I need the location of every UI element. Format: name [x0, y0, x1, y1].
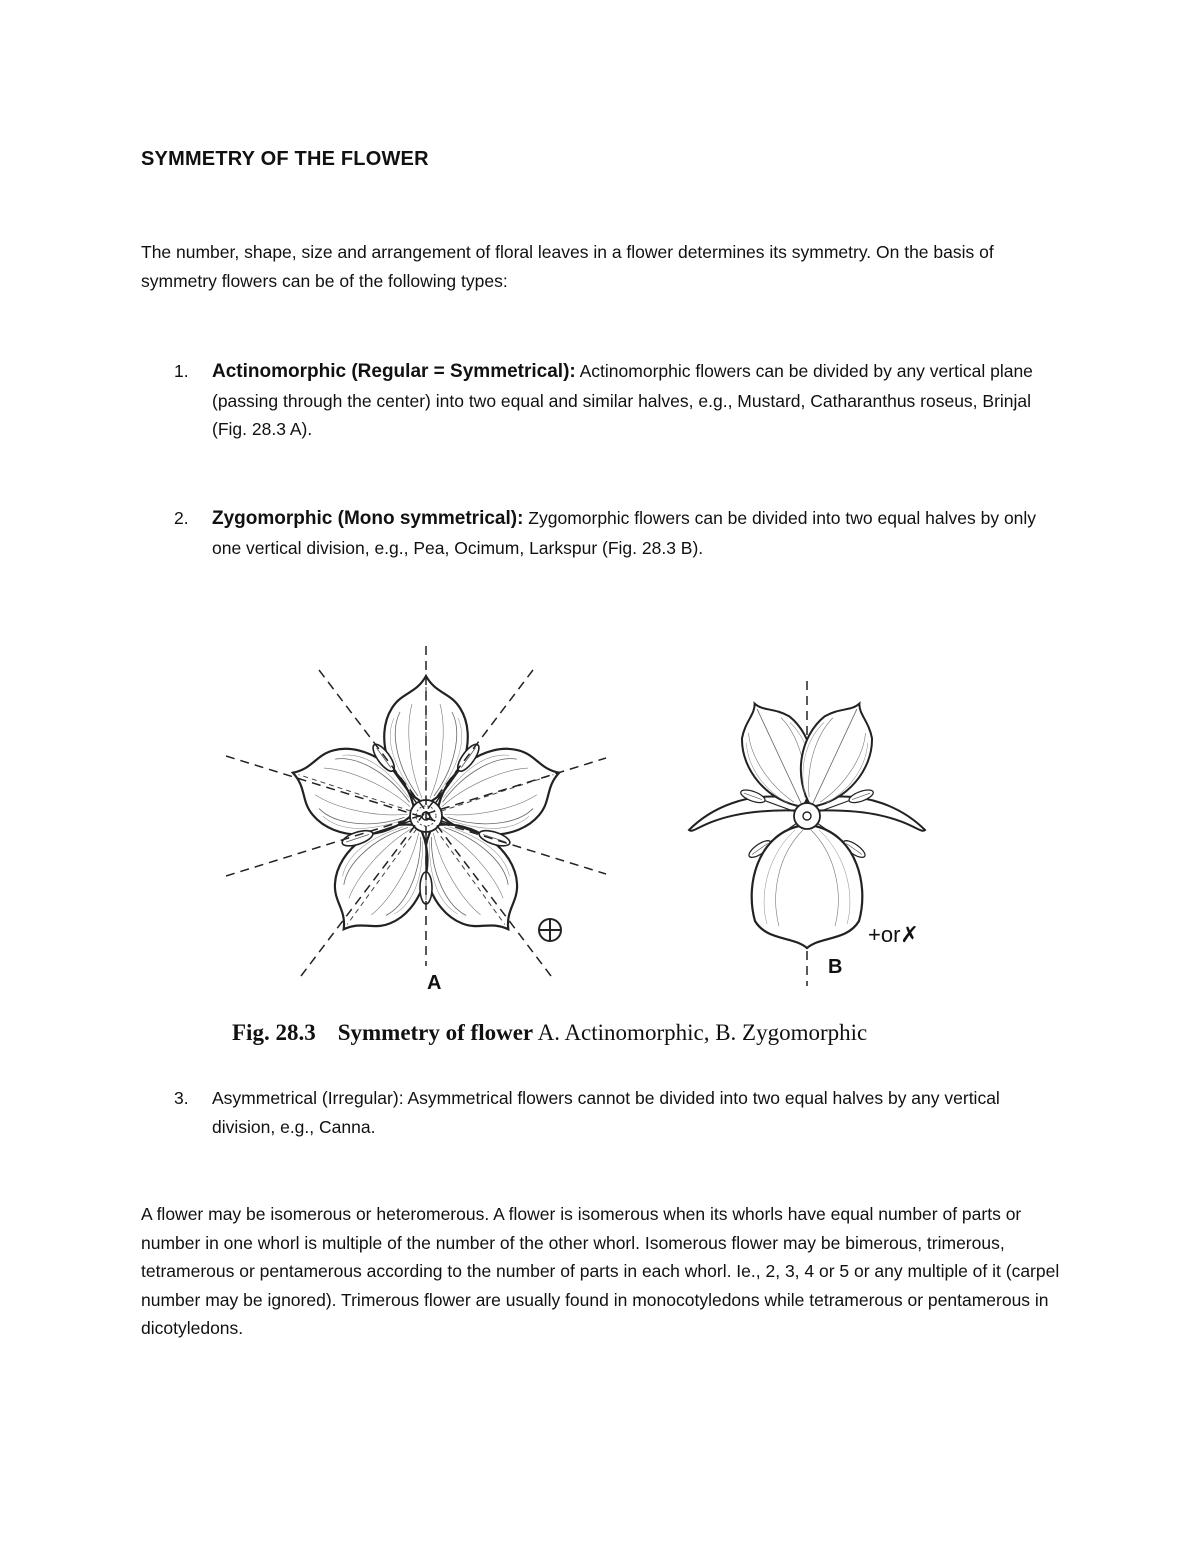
figure-caption: [232, 1020, 867, 1046]
term-zygomorphic: Zygomorphic (Mono symmetrical):: [212, 508, 524, 529]
figure-number: Fig. 28.3: [232, 1020, 316, 1045]
zygomorphic-symbol: +or✗: [868, 922, 919, 947]
definition-asymmetrical: Asymmetrical (Irregular): Asymmetrical flowers cannot be divided into two equal halves by any vertical division, e.g., Canna.: [212, 1088, 1000, 1137]
figure-title: Symmetry of flower: [337, 1020, 534, 1045]
page-title: SYMMETRY OF THE FLOWER: [141, 148, 429, 170]
list-number: 1.: [174, 361, 189, 381]
term-actinomorphic: Actinomorphic (Regular = Symmetrical):: [212, 361, 576, 382]
figure-28-3: [140, 640, 1065, 1060]
list-number: 3.: [174, 1088, 189, 1108]
actinomorphic-symbol: [539, 919, 561, 941]
list-number: 2.: [174, 508, 189, 528]
flower-illustration: [140, 640, 1065, 1010]
definition-actinomorphic: Actinomorphic flowers can be divided by any vertical plane (passing through the center) into two equal and similar halves, e.g., Mustard, Catharanthus roseus, Brinjal (Fig. 28.3 A).: [212, 361, 1033, 439]
definition-zygomorphic: Zygomorphic flowers can be divided into two equal halves by only one vertical division, e.g., Pea, Ocimum, Larkspur (Fig. 28.3 B).: [212, 508, 1037, 558]
figure-label-b: B: [828, 956, 843, 978]
intro-paragraph: The number, shape, size and arrangement of floral leaves in a flower determines its symmetry. On the basis of symmetry flowers can be of the following types:: [141, 242, 994, 291]
figure-label-a: A: [427, 972, 442, 994]
closing-paragraph: A flower may be isomerous or heteromerous. A flower is isomerous when its whorls have equal number of parts or number in one whorl is multiple of the number of the other whorl. Isomerous flower may be bimerous, trimerous, tetramerous or pentamerous according to the number of parts in each whorl. Ie., 2, 3, 4 or 5 or any multiple of it (carpel number may be ignored). Trimerous flower are usually found in monocotyledons while tetramerous or pentamerous in dicotyledons.: [141, 1204, 1060, 1338]
figure-description: A. Actinomorphic, B. Zygomorphic: [537, 1020, 868, 1045]
